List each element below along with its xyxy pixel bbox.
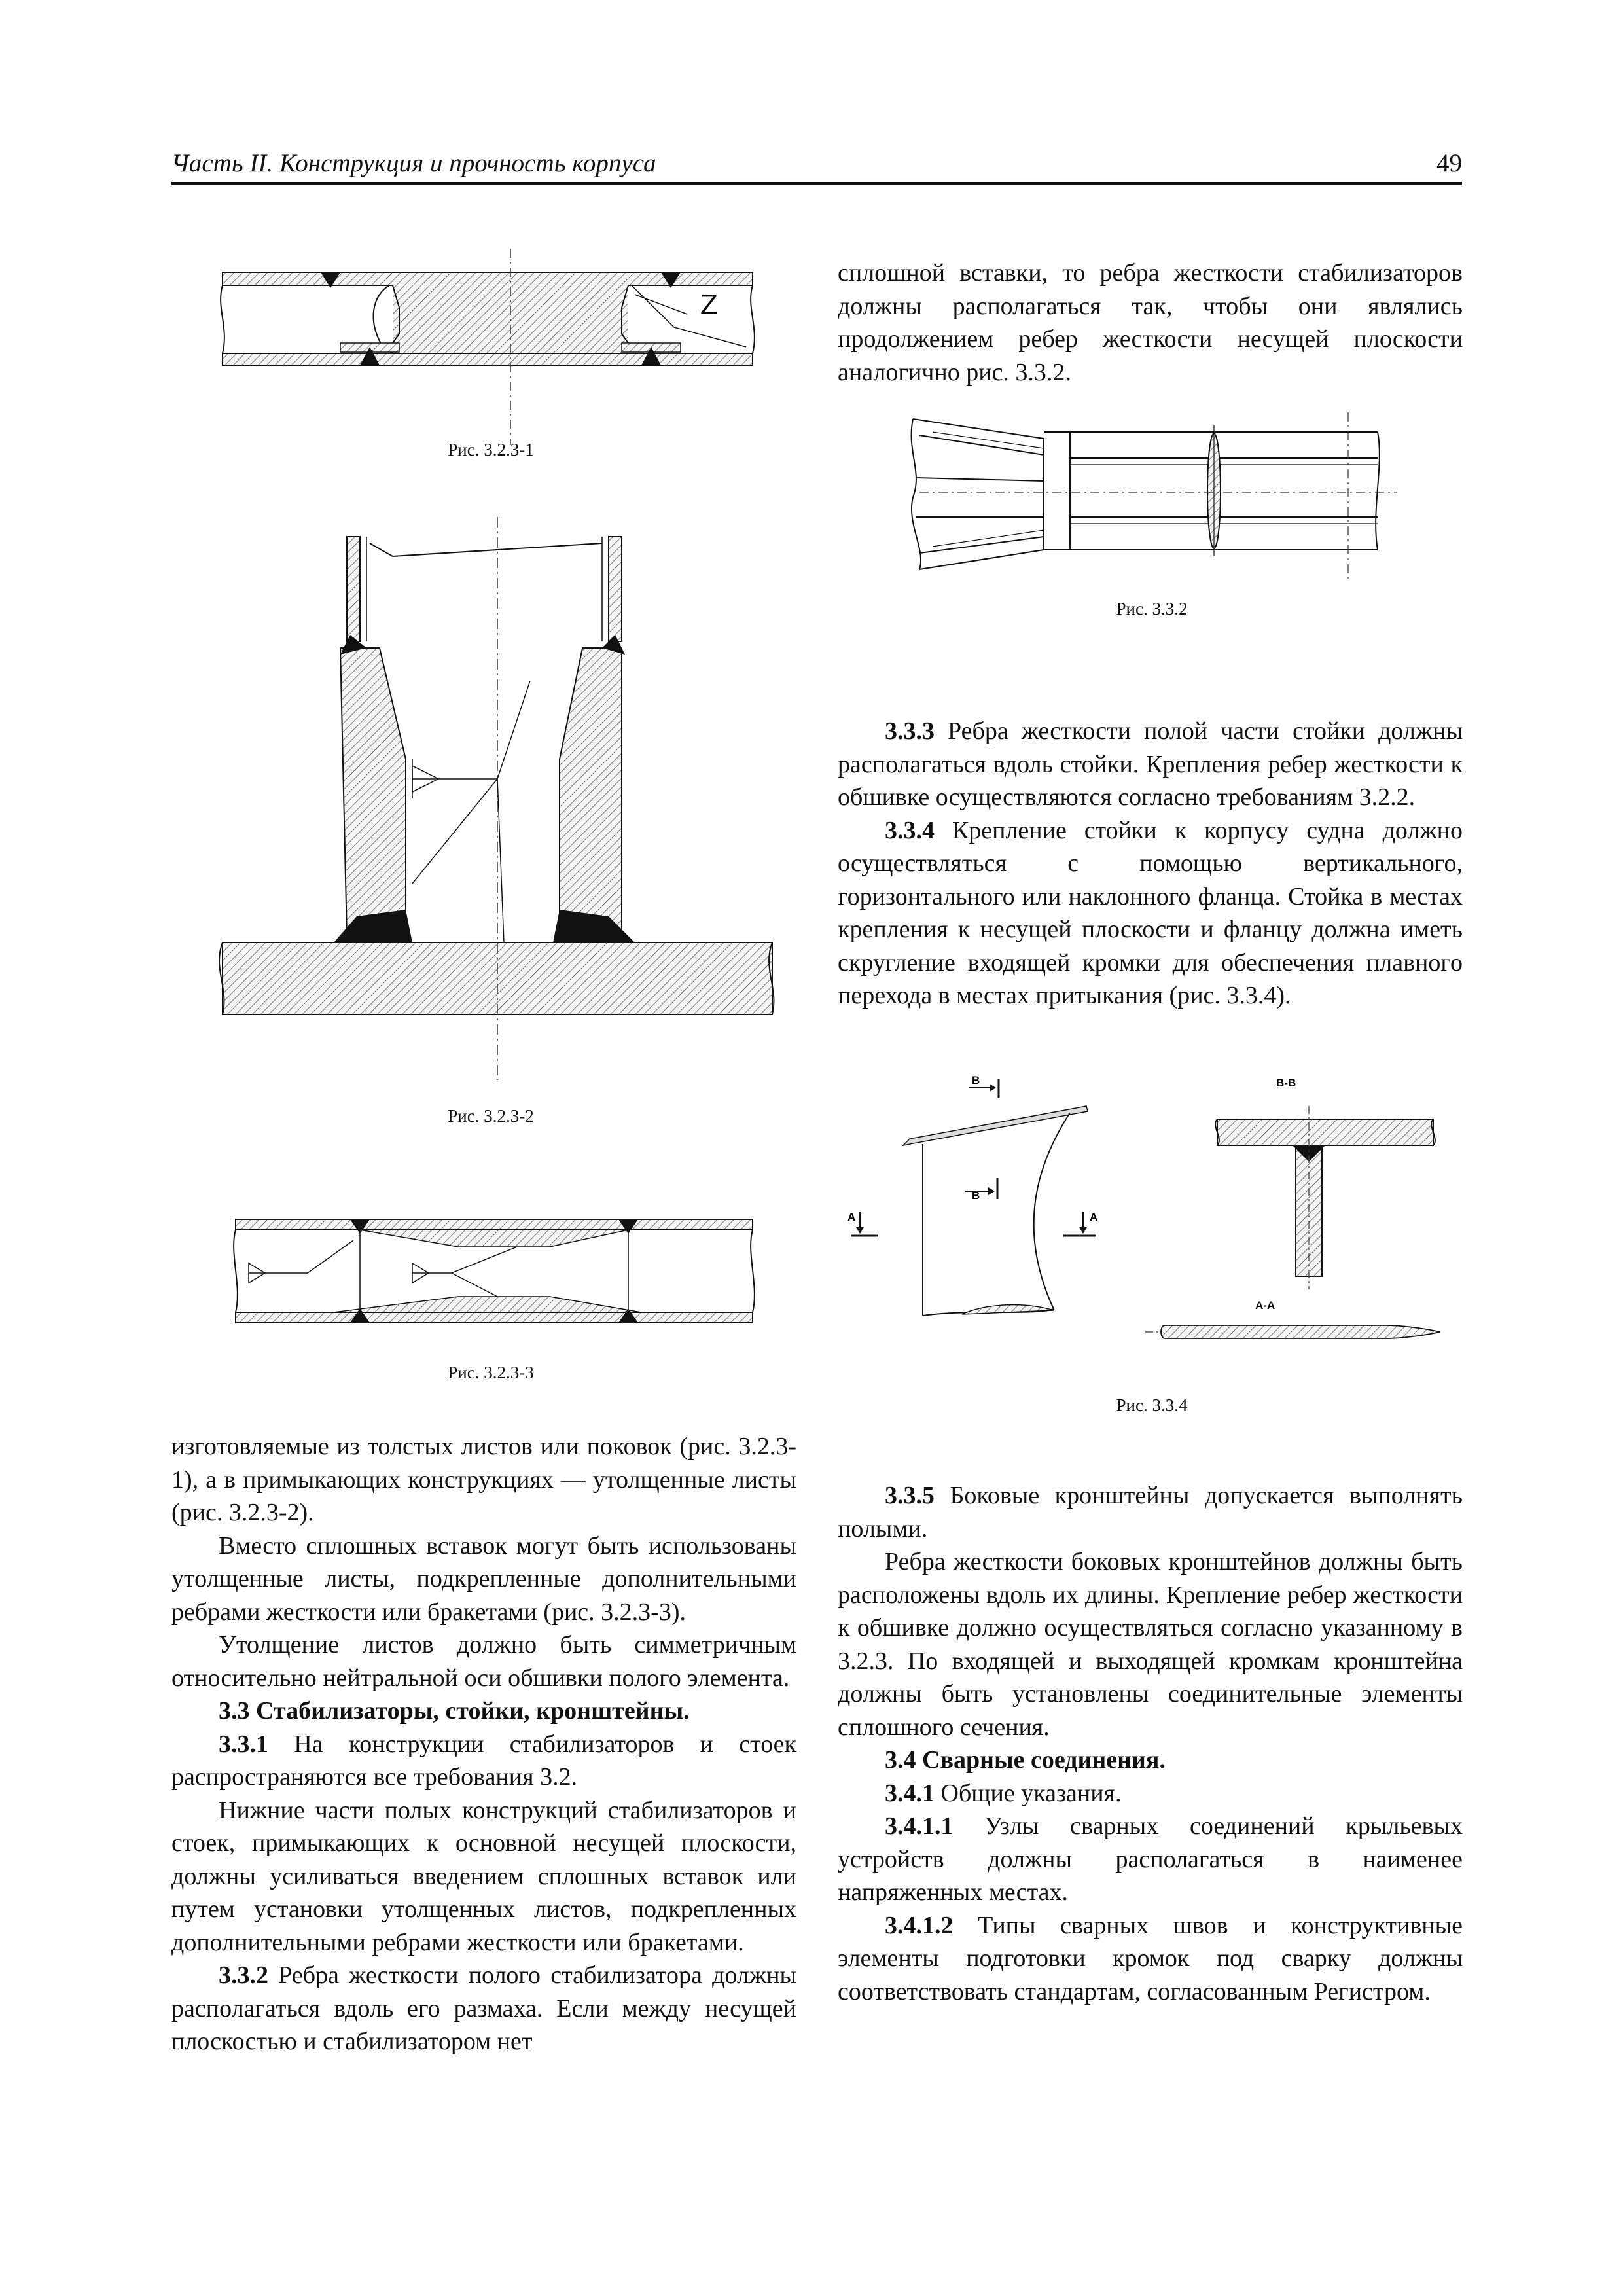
page-number: 49 xyxy=(1436,149,1462,177)
caption-fig-3-3-4: Рис. 3.3.4 xyxy=(1116,1395,1188,1415)
paragraph-3-3-5 xyxy=(838,1479,1463,1545)
clause-number: 3.4.1 xyxy=(885,1779,935,1807)
clause-number: 3.4.1.2 xyxy=(885,1911,954,1939)
figure-3-3-4 xyxy=(838,1060,1466,1368)
section-heading-3-4: 3.4 Сварные соединения. xyxy=(885,1746,1166,1774)
clause-text: Крепление стойки к корпусу судна должно осуществляться с помощью вертикального, горизонтального или наклонного фланца. Стойка в местах крепления к несущей плоскости и фланцу должна иметь скругление входящей кромки для обеспечения плавного перехода в местах притыкания (рис. 3.3.4). xyxy=(838,816,1463,1009)
clause-number: 3.3.2 xyxy=(219,1962,268,1989)
paragraph-3-3-2 xyxy=(171,1959,796,2058)
clause-number: 3.3.3 xyxy=(885,717,935,745)
paragraph: изготовляемые из толстых листов или поковок (рис. 3.2.3-1), а в примыкающих конструкциях — утолщенные листы (рис. 3.2.3-2). xyxy=(171,1433,796,1526)
paragraph: Нижние части полых конструкций стабилизаторов и стоек, примыкающих к основной несущей плоскости, должны усиливаться введением сплошных вставок или путем установки утолщенных листов, подкрепленных дополнительными ребрами жесткости или бракетами. xyxy=(171,1796,796,1956)
section-mark-b-top: В xyxy=(972,1074,980,1086)
clause-text: Ребра жесткости полого стабилизатора должны располагаться вдоль его размаха. Если между несущей плоскостью и стабилизатором нет xyxy=(171,1962,796,2055)
paragraph: сплошной вставки, то ребра жесткости стабилизаторов должны располагаться так, чтобы они являлись продолжением ребер жесткости несущей плоскости аналогично рис. 3.3.2. xyxy=(838,259,1463,386)
clause-text: Боковые кронштейны допускается выполнять полыми. xyxy=(838,1482,1463,1543)
paragraph-3-4-1 xyxy=(838,1777,1463,1810)
right-column-top xyxy=(838,257,1463,389)
clause-number: 3.3.1 xyxy=(219,1730,268,1758)
caption-fig-3-2-3-2: Рис. 3.2.3-2 xyxy=(448,1106,534,1126)
left-column-bottom xyxy=(171,1430,796,2058)
section-label-aa: А-А xyxy=(1255,1299,1275,1312)
section-mark-a-right: А xyxy=(1090,1211,1098,1223)
figure-3-3-2 xyxy=(906,412,1397,583)
clause-text: Типы сварных швов и конструктивные элементы подготовки кромок под сварку должны соответствовать стандартам, согласованным Регистром. xyxy=(838,1911,1463,2005)
clause-text: На конструкции стабилизаторов и стоек распространяются все требования 3.2. xyxy=(171,1730,796,1791)
section-heading-3-3: 3.3 Стабилизаторы, стойки, кронштейны. xyxy=(219,1697,690,1725)
clause-number: 3.3.5 xyxy=(885,1482,935,1509)
caption-fig-3-2-3-1: Рис. 3.2.3-1 xyxy=(448,440,534,459)
paragraph-3-4-1-1 xyxy=(838,1810,1463,1909)
clause-number: 3.3.4 xyxy=(885,816,935,844)
paragraph: Вместо сплошных вставок могут быть использованы утолщенные листы, подкрепленные дополнительными ребрами жесткости или бракетами (рис. 3.2.3-3). xyxy=(171,1532,796,1626)
clause-number: 3.4.1.1 xyxy=(885,1812,954,1840)
clause-text: Общие указания. xyxy=(935,1779,1122,1807)
figure-3-2-3-3 xyxy=(223,1214,759,1345)
paragraph: Утолщение листов должно быть симметричным относительно нейтральной оси обшивки полого элемента. xyxy=(171,1631,796,1692)
clause-text: Узлы сварных соединений крыльевых устройств должны располагаться в наименее напряженных местах. xyxy=(838,1812,1463,1906)
caption-fig-3-2-3-3: Рис. 3.2.3-3 xyxy=(448,1363,534,1382)
paragraph-3-3-3 xyxy=(838,715,1463,814)
paragraph-3-3-1 xyxy=(171,1728,796,1794)
caption-fig-3-3-2: Рис. 3.3.2 xyxy=(1116,599,1188,619)
paragraph: Ребра жесткости боковых кронштейнов должны быть расположены вдоль их длины. Крепление ребер жесткости к обшивке должно осуществляться согласно указанному в 3.2.3. По входящей и выходящей кромкам кронштейна должны быть установлены соединительные элементы сплошного сечения. xyxy=(838,1548,1463,1741)
section-mark-b-inner: В xyxy=(972,1189,980,1202)
clause-text: Ребра жесткости полой части стойки должны располагаться вдоль стойки. Крепления ребер жесткости к обшивке осуществляются согласно требованиям 3.2.2. xyxy=(838,717,1463,811)
paragraph-3-3-4 xyxy=(838,814,1463,1013)
running-title: Часть II. Конструкция и прочность корпуса xyxy=(171,149,656,177)
running-header xyxy=(171,145,1462,185)
section-label-bb: В-В xyxy=(1276,1077,1296,1089)
figure-3-2-3-1 xyxy=(216,249,759,445)
paragraph-3-4-1-2 xyxy=(838,1909,1463,2009)
section-mark-a-left: А xyxy=(847,1211,856,1223)
z-mark: Z xyxy=(700,289,718,321)
right-column-bottom xyxy=(838,1479,1463,2008)
right-column-middle xyxy=(838,715,1463,1013)
figure-3-2-3-2 xyxy=(216,517,779,1080)
